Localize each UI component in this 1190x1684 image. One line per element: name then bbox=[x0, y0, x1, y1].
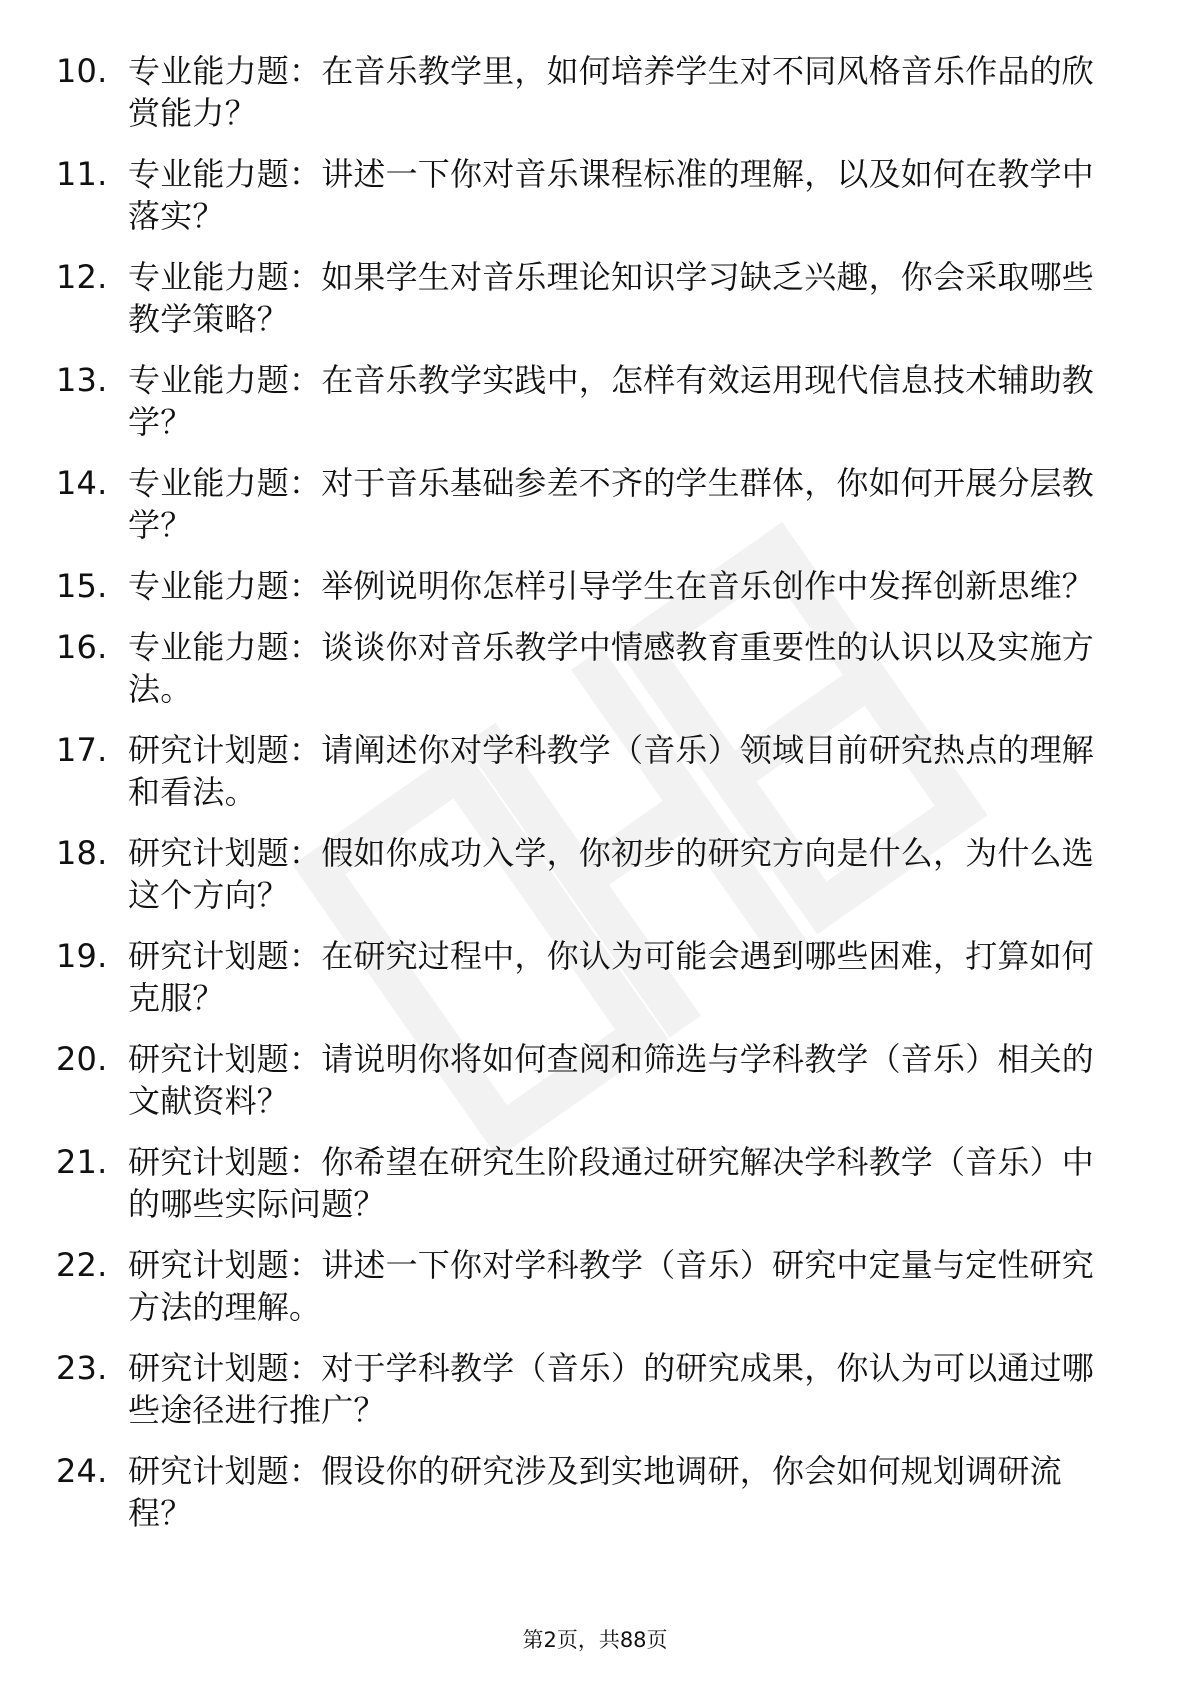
page-footer bbox=[0, 1626, 1190, 1654]
question-text: 研究计划题：在研究过程中，你认为可能会遇到哪些困难，打算如何克服？ bbox=[128, 937, 1095, 1017]
question-number: 10. bbox=[56, 52, 108, 90]
question-text: 专业能力题：讲述一下你对音乐课程标准的理解，以及如何在教学中落实？ bbox=[128, 155, 1095, 235]
question-number: 11. bbox=[56, 155, 108, 193]
list-item bbox=[56, 153, 1116, 237]
question-text: 专业能力题：在音乐教学实践中，怎样有效运用现代信息技术辅助教学？ bbox=[128, 361, 1095, 441]
list-item bbox=[56, 1244, 1116, 1328]
question-number: 14. bbox=[56, 464, 108, 502]
list-item bbox=[56, 565, 1116, 607]
question-text: 研究计划题：假设你的研究涉及到实地调研，你会如何规划调研流程？ bbox=[128, 1452, 1062, 1532]
list-item bbox=[56, 729, 1116, 813]
question-text: 专业能力题：谈谈你对音乐教学中情感教育重要性的认识以及实施方法。 bbox=[128, 628, 1095, 708]
question-number: 16. bbox=[56, 628, 108, 666]
question-text: 专业能力题：举例说明你怎样引导学生在音乐创作中发挥创新思维？ bbox=[128, 567, 1095, 605]
question-number: 24. bbox=[56, 1452, 108, 1490]
question-number: 20. bbox=[56, 1040, 108, 1078]
question-list bbox=[56, 50, 1116, 1553]
question-number: 12. bbox=[56, 258, 108, 296]
question-text: 研究计划题：对于学科教学（音乐）的研究成果，你认为可以通过哪些途径进行推广？ bbox=[128, 1349, 1095, 1429]
list-item bbox=[56, 256, 1116, 340]
question-text: 研究计划题：假如你成功入学，你初步的研究方向是什么，为什么选这个方向？ bbox=[128, 834, 1095, 914]
list-item bbox=[56, 626, 1116, 710]
question-text: 研究计划题：你希望在研究生阶段通过研究解决学科教学（音乐）中的哪些实际问题？ bbox=[128, 1143, 1095, 1223]
question-number: 19. bbox=[56, 937, 108, 975]
question-text: 研究计划题：请阐述你对学科教学（音乐）领域目前研究热点的理解和看法。 bbox=[128, 731, 1095, 811]
question-text: 专业能力题：如果学生对音乐理论知识学习缺乏兴趣，你会采取哪些教学策略？ bbox=[128, 258, 1095, 338]
question-number: 18. bbox=[56, 834, 108, 872]
question-number: 15. bbox=[56, 567, 108, 605]
list-item bbox=[56, 1038, 1116, 1122]
list-item bbox=[56, 1141, 1116, 1225]
question-number: 22. bbox=[56, 1246, 108, 1284]
question-number: 13. bbox=[56, 361, 108, 399]
list-item bbox=[56, 1347, 1116, 1431]
page-number-label: 第2页，共88页 bbox=[522, 1628, 668, 1652]
question-text: 研究计划题：请说明你将如何查阅和筛选与学科教学（音乐）相关的文献资料？ bbox=[128, 1040, 1095, 1120]
question-text: 专业能力题：在音乐教学里，如何培养学生对不同风格音乐作品的欣赏能力？ bbox=[128, 52, 1095, 132]
list-item bbox=[56, 935, 1116, 1019]
list-item bbox=[56, 50, 1116, 134]
question-text: 专业能力题：对于音乐基础参差不齐的学生群体，你如何开展分层教学？ bbox=[128, 464, 1095, 544]
list-item bbox=[56, 359, 1116, 443]
question-number: 21. bbox=[56, 1143, 108, 1181]
list-item bbox=[56, 1450, 1116, 1534]
question-text: 研究计划题：讲述一下你对学科教学（音乐）研究中定量与定性研究方法的理解。 bbox=[128, 1246, 1095, 1326]
question-number: 17. bbox=[56, 731, 108, 769]
question-number: 23. bbox=[56, 1349, 108, 1387]
list-item bbox=[56, 832, 1116, 916]
list-item bbox=[56, 462, 1116, 546]
